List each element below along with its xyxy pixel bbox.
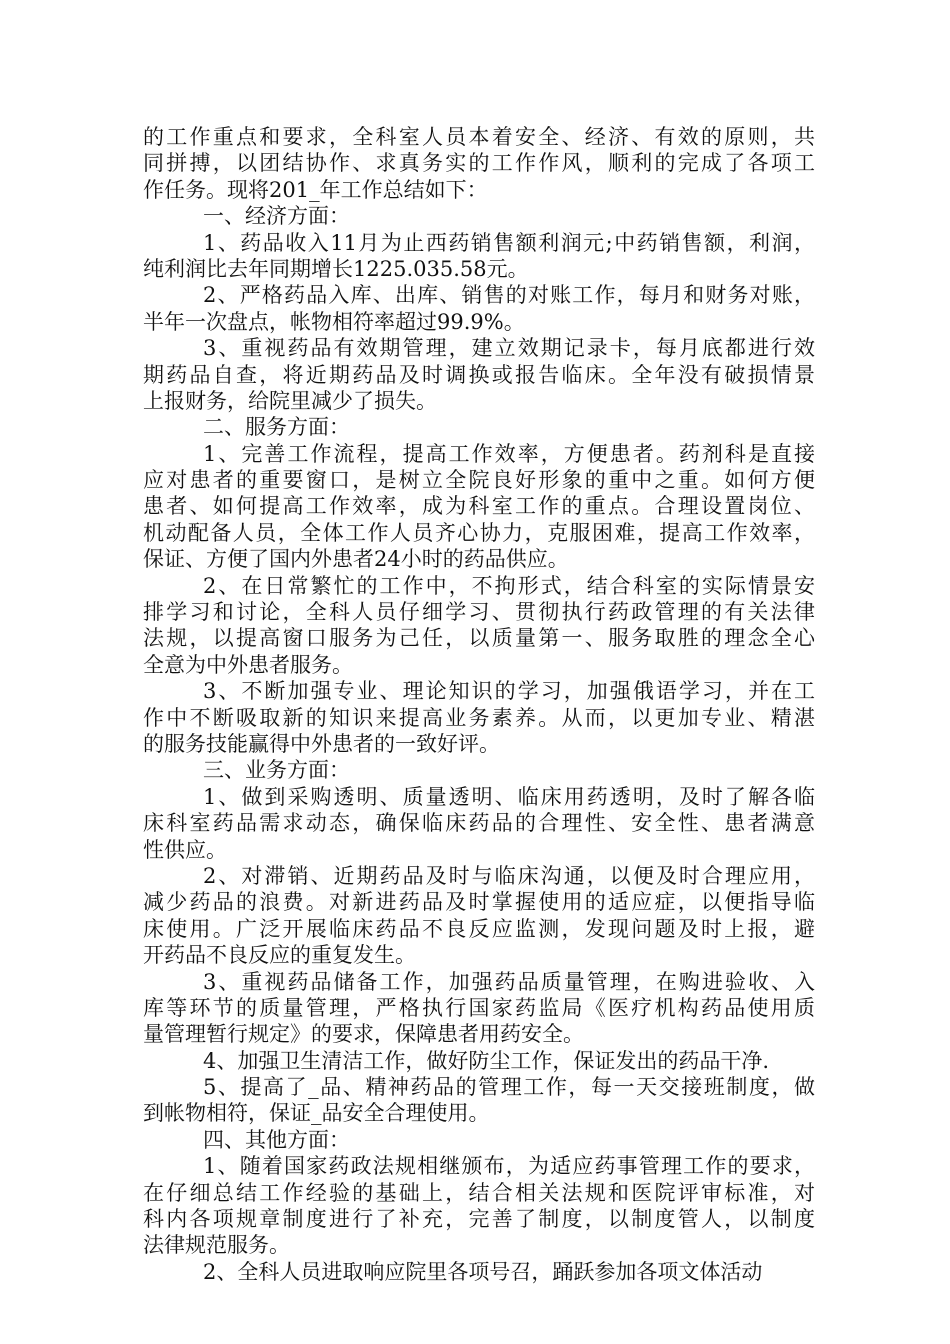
text-line: 减少药品的浪费。对新进药品及时掌握使用的适应症，以便指导临 <box>143 890 815 915</box>
text-line: 患者、如何提高工作效率，成为科室工作的重点。合理设置岗位、 <box>143 494 815 519</box>
text-line: 同拼搏，以团结协作、求真务实的工作作风，顺利的完成了各项工 <box>143 151 815 176</box>
text-line: 5、提高了_品、精神药品的管理工作，每一天交接班制度，做 <box>203 1075 815 1100</box>
text-line: 3、重视药品储备工作，加强药品质量管理，在购进验收、入 <box>203 969 815 994</box>
text-line: 作任务。现将201_年工作总结如下： <box>143 177 488 202</box>
text-line: 的服务技能赢得中外患者的一致好评。 <box>143 731 500 756</box>
text-line: 的工作重点和要求，全科室人员本着安全、经济、有效的原则，共 <box>143 125 815 149</box>
section-heading: 二、服务方面： <box>203 415 350 440</box>
text-line: 在仔细总结工作经验的基础上，结合相关法规和医院评审标准，对 <box>143 1180 815 1205</box>
text-line: 库等环节的质量管理，严格执行国家药监局《医疗机构药品使用质 <box>143 995 815 1020</box>
text-line: 床科室药品需求动态，确保临床药品的合理性、安全性、患者满意 <box>143 811 815 836</box>
text-line: 2、严格药品入库、出库、销售的对账工作，每月和财务对账， <box>203 283 815 308</box>
text-line: 床使用。广泛开展临床药品不良反应监测，发现问题及时上报，避 <box>143 916 815 941</box>
text-line: 纯利润比去年同期增长1225.035.58元。 <box>143 256 529 281</box>
text-line: 上报财务，给院里减少了损失。 <box>143 388 437 413</box>
body-text <box>143 124 815 1285</box>
text-line: 应对患者的重要窗口，是树立全院良好形象的重中之重。如何方便 <box>143 468 815 493</box>
section-heading: 三、业务方面： <box>203 758 350 783</box>
text-line: 法规，以提高窗口服务为己任，以质量第一、服务取胜的理念全心 <box>143 626 815 651</box>
text-line: 3、重视药品有效期管理，建立效期记录卡，每月底都进行效 <box>203 336 815 361</box>
text-line: 保证、方便了国内外患者24小时的药品供应。 <box>143 547 569 572</box>
text-line: 全意为中外患者服务。 <box>143 652 353 677</box>
text-line: 机动配备人员，全体工作人员齐心协力，克服困难，提高工作效率， <box>143 520 815 545</box>
text-line: 法律规范服务。 <box>143 1233 290 1258</box>
text-line: 量管理暂行规定》的要求，保障患者用药安全。 <box>143 1022 584 1047</box>
text-line: 3、不断加强专业、理论知识的学习，加强俄语学习，并在工 <box>203 679 815 704</box>
text-line: 1、随着国家药政法规相继颁布，为适应药事管理工作的要求， <box>203 1154 815 1179</box>
text-line: 性供应。 <box>143 837 227 862</box>
text-line: 科内各项规章制度进行了补充，完善了制度，以制度管人，以制度 <box>143 1207 815 1232</box>
text-line: 4、加强卫生清洁工作，做好防尘工作，保证发出的药品干净. <box>203 1048 770 1073</box>
text-line: 1、做到采购透明、质量透明、临床用药透明，及时了解各临 <box>203 784 815 809</box>
text-line: 到帐物相符，保证_品安全合理使用。 <box>143 1101 490 1126</box>
text-line: 2、全科人员进取响应院里各项号召，踊跃参加各项文体活动 <box>203 1259 763 1284</box>
text-line: 开药品不良反应的重复发生。 <box>143 943 416 968</box>
text-line: 期药品自查，将近期药品及时调换或报告临床。全年没有破损情景 <box>143 362 815 387</box>
text-line: 作中不断吸取新的知识来提高业务素养。从而，以更加专业、精湛 <box>143 705 815 730</box>
text-line: 排学习和讨论，全科人员仔细学习、贯彻执行药政管理的有关法律 <box>143 600 815 625</box>
text-line: 2、在日常繁忙的工作中，不拘形式，结合科室的实际情景安 <box>203 573 815 598</box>
text-line: 半年一次盘点，帐物相符率超过99.9%。 <box>143 309 525 334</box>
section-heading: 四、其他方面： <box>203 1127 350 1152</box>
section-heading: 一、经济方面： <box>203 204 350 229</box>
text-line: 2、对滞销、近期药品及时与临床沟通，以便及时合理应用， <box>203 863 815 888</box>
text-line: 1、完善工作流程，提高工作效率，方便患者。药剂科是直接 <box>203 441 815 466</box>
text-line: 1、药品收入11月为止西药销售额利润元;中药销售额，利润， <box>203 230 815 255</box>
